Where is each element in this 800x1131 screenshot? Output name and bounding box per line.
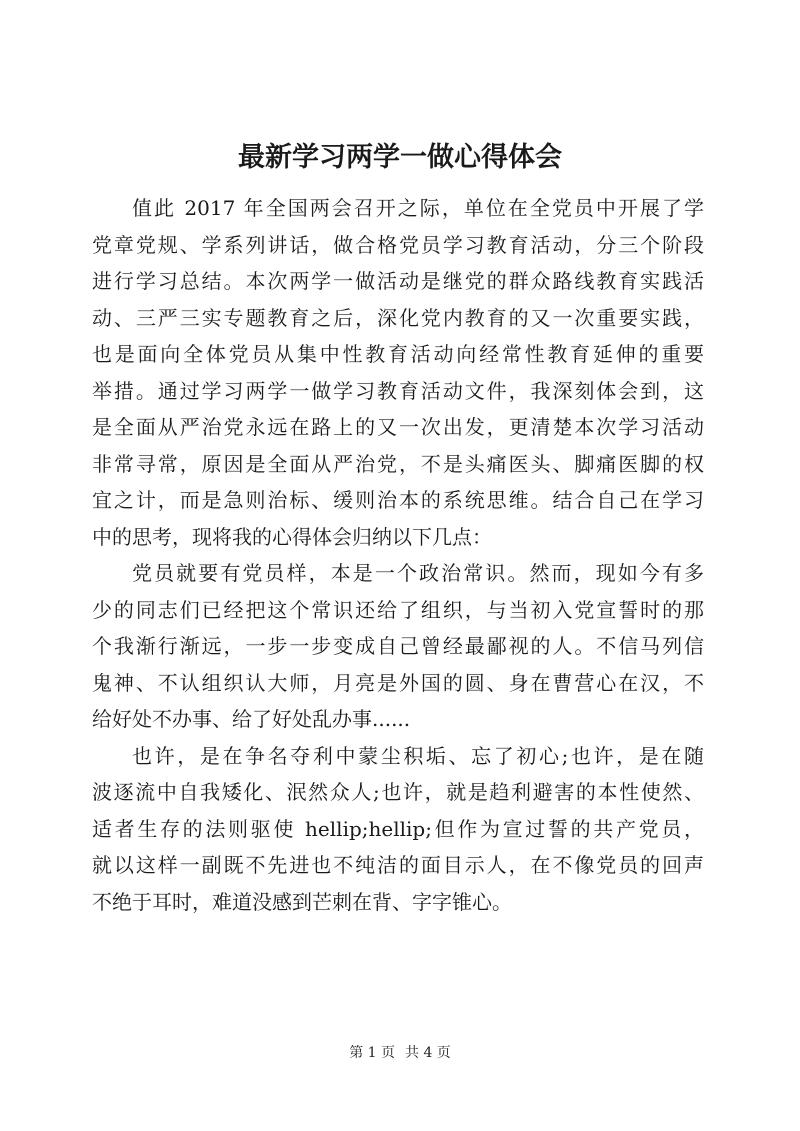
page-number: 第 1 页	[349, 1045, 395, 1061]
text-line: 是全面从严治党永远在路上的又一次出发，更清楚本次学习活动	[92, 415, 704, 439]
text-line: 举措。通过学习两学一做学习教育活动文件，我深刻体会到，这	[92, 378, 704, 403]
text-line: 也是面向全体党员从集中性教育活动向经常性教育延伸的重要	[92, 342, 704, 366]
text-line: 也许，是在争名夺利中蒙尘积垢、忘了初心;也许，是在随	[132, 743, 704, 768]
text-line: 波逐流中自我矮化、泯然众人;也许，就是趋利避害的本性使然、	[92, 780, 704, 804]
text-line: 不绝于耳时，难道没感到芒刺在背、字字锥心。	[92, 889, 512, 914]
text-line: 宜之计，而是急则治标、缓则治本的系统思维。结合自己在学习	[92, 488, 704, 512]
paragraph-3	[92, 738, 704, 921]
text-line: 给好处不办事、给了好处乱办事......	[92, 707, 411, 731]
text-line: 中的思考，现将我的心得体会归纳以下几点：	[92, 524, 492, 549]
page-total: 共 4 页	[405, 1045, 451, 1061]
text-line: 动、三严三实专题教育之后，深化党内教育的又一次重要实践，	[92, 305, 704, 330]
text-line: 进行学习总结。本次两学一做活动是继党的群众路线教育实践活	[92, 269, 704, 293]
text-line: 非常寻常，原因是全面从严治党，不是头痛医头、脚痛医脚的权	[92, 451, 704, 476]
text-line: 少的同志们已经把这个常识还给了组织，与当初入党宣誓时的那	[92, 597, 704, 622]
text-line: 适者生存的法则驱使 hellip;hellip;但作为宣过誓的共产党员，	[92, 816, 704, 841]
text-line: 鬼神、不认组织认大师，月亮是外国的圆、身在曹营心在汉，不	[92, 670, 704, 695]
paragraph-1	[92, 190, 704, 555]
document-title: 最新学习两学一做心得体会	[238, 142, 562, 173]
text-line: 值此 2017 年全国两会召开之际，单位在全党员中开展了学	[132, 196, 704, 220]
paragraph-2	[92, 555, 704, 738]
page-footer	[0, 1043, 800, 1063]
text-line: 个我渐行渐远，一步一步变成自己曾经最鄙视的人。不信马列信	[92, 634, 704, 658]
text-line: 党章党规、学系列讲话，做合格党员学习教育活动，分三个阶段	[92, 232, 704, 257]
text-line: 就以这样一副既不先进也不纯洁的面目示人，在不像党员的回声	[92, 853, 704, 877]
text-line: 党员就要有党员样，本是一个政治常识。然而，现如今有多	[132, 561, 704, 585]
document-body	[92, 190, 704, 920]
